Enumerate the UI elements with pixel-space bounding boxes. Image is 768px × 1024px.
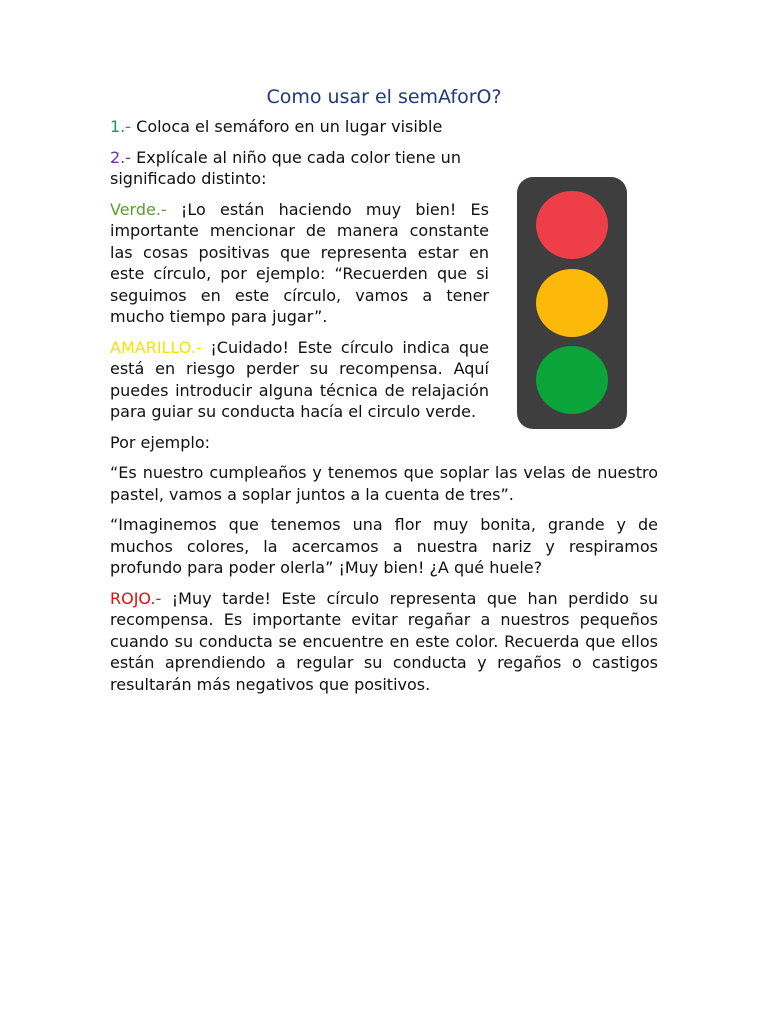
- rojo-label: ROJO.-: [110, 588, 162, 608]
- quote-1: “Es nuestro cumpleaños y tenemos que soplar las velas de nuestro pastel, vamos a soplar juntos a la cuenta de tres”.: [110, 463, 658, 504]
- ejemplo-label: Por ejemplo:: [110, 432, 211, 452]
- rojo-paragraph: [110, 588, 658, 696]
- red-light-icon: [536, 191, 608, 259]
- rojo-text: ¡Muy tarde! Este círculo representa que han perdido su recompensa. Es importante evitar regañar a nuestros pequeños cuando su conducta se encuentre en este color. Recuerda que ellos están aprendiendo a regular su conducta y regaños o castigos resultarán más negativos que positivos.: [110, 588, 659, 694]
- traffic-light-image: [517, 177, 627, 429]
- step-2-text: Explícale al niño que cada color tiene un significado distinto:: [110, 147, 461, 188]
- page-title: Como usar el semAforO?: [266, 86, 502, 108]
- quote-2: “Imaginemos que tenemos una flor muy bonita, grande y de muchos colores, la acercamos a nuestra nariz y respiramos profundo para poder olerla” ¡Muy bien! ¿A qué huele?: [110, 515, 658, 577]
- step-1-number: 1.-: [110, 117, 132, 136]
- step-1-text: Coloca el semáforo en un lugar visible: [136, 117, 443, 136]
- amber-light-icon: [536, 269, 608, 337]
- step-2-number: 2.-: [110, 147, 132, 167]
- verde-text: ¡Lo están haciendo muy bien! Es importante mencionar de manera constante las cosas positivas que representa estar en este círculo, por ejemplo: “Recuerden que si seguimos en este círculo, vamos a tener mucho tiempo para jugar”.: [110, 199, 489, 326]
- verde-label: Verde.-: [110, 199, 167, 219]
- amarillo-text: ¡Cuidado! Este círculo indica que está en riesgo perder su recompensa. Aquí puedes introducir alguna técnica de relajación para guiar su conducta hacía el circulo verde.: [110, 337, 490, 421]
- document-page: [110, 84, 658, 704]
- amarillo-label: AMARILLO.-: [110, 337, 202, 357]
- green-light-icon: [536, 346, 608, 414]
- step-1: [110, 116, 658, 138]
